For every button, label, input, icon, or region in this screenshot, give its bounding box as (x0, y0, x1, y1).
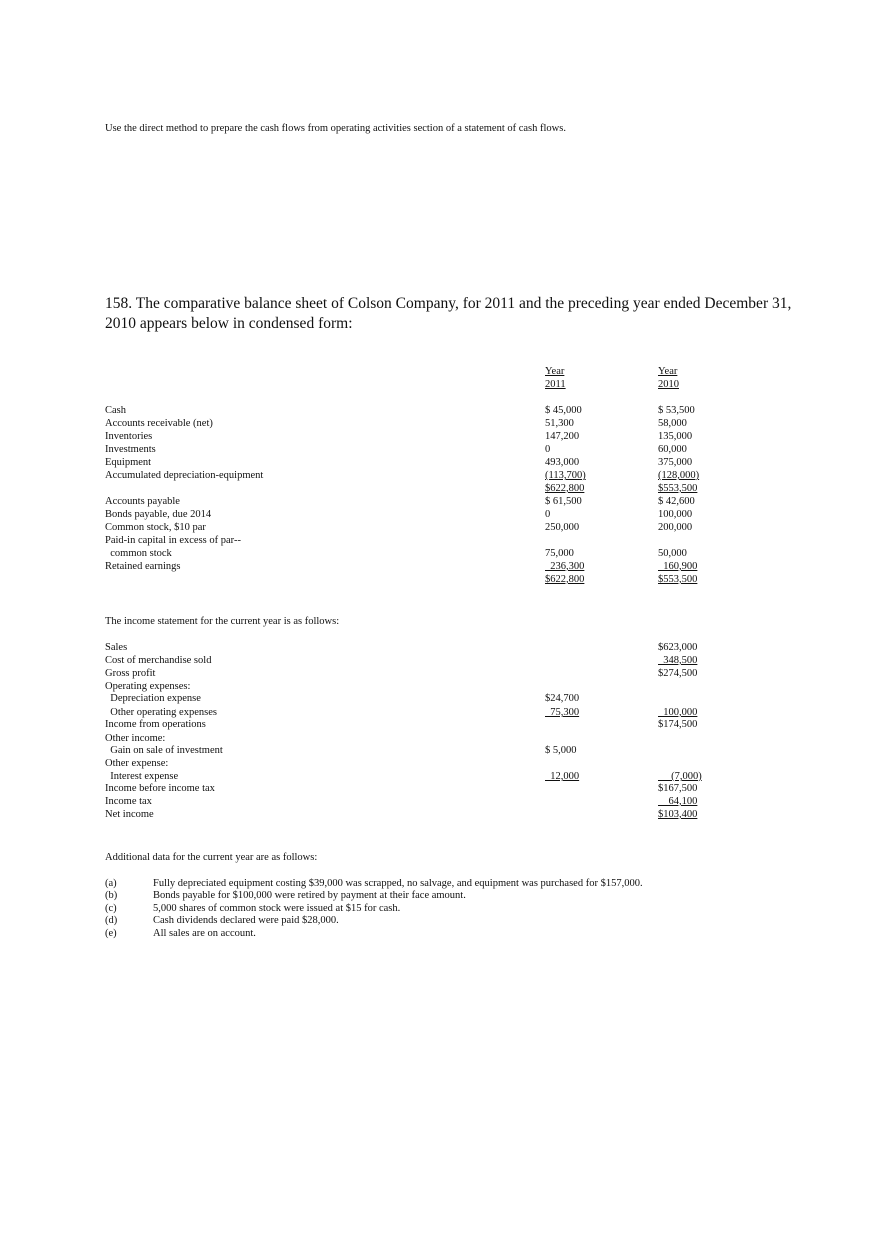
table-row: Other expense: (105, 758, 169, 769)
table-row: common stock 75,000 50,000 (105, 548, 687, 559)
instruction-text: Use the direct method to prepare the cash flows from operating activities section of a statement of cash flows. (105, 123, 566, 134)
table-row: Sales $623,000 (105, 642, 698, 653)
table-row: Net income $103,400 (105, 809, 698, 820)
problem-heading-line-1: 158. The comparative balance sheet of Colson Company, for 2011 and the preceding year ended December 31, (105, 295, 792, 312)
list-item: (b) Bonds payable for $100,000 were retired by payment at their face amount. (105, 890, 466, 901)
table-row: Cash $ 45,000 $ 53,500 (105, 405, 695, 416)
problem-heading-line-2: 2010 appears below in condensed form: (105, 315, 353, 332)
income-statement-intro: The income statement for the current year is as follows: (105, 616, 340, 627)
table-row: Cost of merchandise sold 348,500 (105, 655, 698, 666)
list-item: (e) All sales are on account. (105, 928, 256, 939)
table-row: Paid-in capital in excess of par-- (105, 535, 241, 546)
list-item: (d) Cash dividends declared were paid $28,000. (105, 915, 339, 926)
header-year-2011-top: Year (545, 366, 565, 377)
header-year-2010-bottom: 2010 (658, 379, 679, 390)
table-row: Accounts payable $ 61,500 $ 42,600 (105, 496, 695, 507)
list-item: (a) Fully depreciated equipment costing $39,000 was scrapped, no salvage, and equipment was purchased for $157,000. (105, 878, 643, 889)
table-row: Income from operations $174,500 (105, 719, 698, 730)
table-row: $622,800 $553,500 (545, 574, 698, 585)
additional-data-intro: Additional data for the current year are as follows: (105, 852, 318, 863)
table-row: Retained earnings 236,300 160,900 (105, 561, 698, 572)
table-row: Gross profit $274,500 (105, 668, 698, 679)
table-row: Operating expenses: (105, 681, 191, 692)
list-item: (c) 5,000 shares of common stock were issued at $15 for cash. (105, 903, 401, 914)
table-row: Common stock, $10 par 250,000 200,000 (105, 522, 693, 533)
table-row: Investments 0 60,000 (105, 444, 687, 455)
header-year-2010-top: Year (658, 366, 678, 377)
table-row: Equipment 493,000 375,000 (105, 457, 693, 468)
table-row: Accumulated depreciation-equipment (113,700) (128,000) (105, 470, 700, 481)
table-row: Income before income tax $167,500 (105, 783, 698, 794)
table-row: Depreciation expense $24,700 (105, 693, 580, 704)
table-row: Accounts receivable (net) 51,300 58,000 (105, 418, 687, 429)
table-row: Income tax 64,100 (105, 796, 698, 807)
table-row: Other operating expenses 75,300 100,000 (105, 707, 698, 718)
table-row: Bonds payable, due 2014 0 100,000 (105, 509, 693, 520)
table-row: Interest expense 12,000 (7,000) (105, 771, 702, 782)
table-row: $622,800 $553,500 (545, 483, 698, 494)
table-row: Gain on sale of investment $ 5,000 (105, 745, 577, 756)
table-row: Inventories 147,200 135,000 (105, 431, 693, 442)
header-year-2011-bottom: 2011 (545, 379, 566, 390)
table-row: Other income: (105, 733, 166, 744)
